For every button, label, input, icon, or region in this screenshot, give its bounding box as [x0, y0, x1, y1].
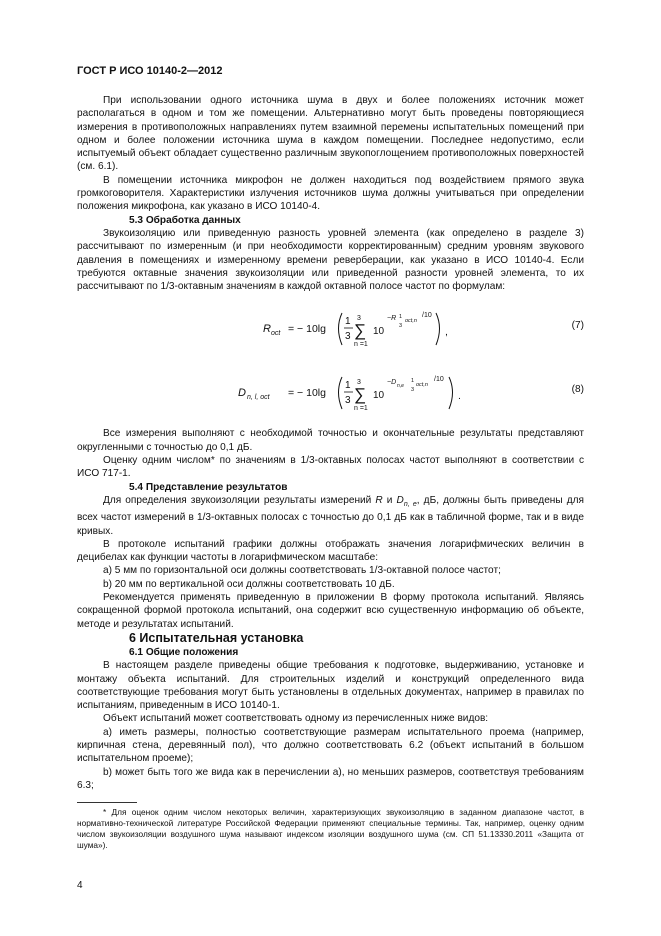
exp-frac-den: 3 — [399, 323, 403, 330]
formula-7-graphic — [77, 299, 584, 357]
power-base: 10 — [373, 326, 385, 338]
exp-frac-num: 1 — [399, 314, 403, 321]
formula-lhs-sub: oct — [271, 330, 281, 338]
formula-number: (8) — [571, 384, 584, 396]
section-heading-6: 6 Испытательная установка — [129, 630, 304, 645]
formula-tail: , — [445, 326, 448, 339]
paragraph-results — [77, 494, 584, 538]
footnote-divider — [77, 802, 137, 803]
paragraph: Рекомендуется применять приведенную в приложении В форму протокола испытаний. Являясь сокращенной формой протокола испытаний, она содержит всю существенную информацию об объекте, методе и результатах испытаний. — [77, 592, 584, 630]
formula-lhs: D — [238, 387, 246, 400]
exp-divisor: /10 — [422, 312, 432, 320]
exp-var: −R — [387, 315, 397, 323]
frac-num: 1 — [345, 380, 351, 392]
frac-den: 3 — [345, 331, 351, 343]
section-heading-5-3: 5.3 Обработка данных — [129, 214, 241, 226]
formula-8-graphic — [77, 363, 584, 421]
exp-sub: oct,n — [405, 318, 417, 325]
list-item: b) может быть того же вида как в перечислении а), но меньших размеров, соответствуя требованиям 6.3; — [77, 766, 584, 791]
sum-bottom: n =1 — [354, 341, 368, 349]
sum-sign: ∑ — [354, 321, 367, 341]
formula-8 — [77, 363, 584, 421]
sum-sign: ∑ — [354, 385, 367, 405]
document-header: ГОСТ Р ИСО 10140-2—2012 — [77, 65, 223, 77]
exp-divisor: /10 — [434, 376, 444, 384]
text-run: , дБ, должны быть приведены для всех частот измерений в 1/3-октавных полосах с точностью до 0,1 дБ как в табличной форме, так и в виде кривых. — [77, 494, 584, 537]
sum-top: 3 — [357, 315, 361, 323]
exp-var: −D — [387, 379, 397, 387]
symbol-r: R — [375, 494, 383, 506]
exp-frac-den: 3 — [411, 387, 415, 394]
symbol-d-sub: n, e — [403, 500, 417, 508]
footnote: * Для оценок одним числом некоторых величин, характеризующих звукоизоляцию в заданном диапазоне частот, в нормативно-технической литературе Российской Федерации применяют специальные термины. Так, например, оценку одним числом звукоизоляции воздушного шума называют индексом изоляции воздушного шума (см. СП 51.13330.2011 «Защита от шума»). — [77, 807, 584, 851]
exp-sub: oct,n — [416, 382, 428, 389]
frac-num: 1 — [345, 316, 351, 328]
formula-lhs-sub: n, l, oct — [247, 394, 270, 402]
paragraph: При использовании одного источника шума в двух и более положениях источник может располагаться в одном и том же помещении. Альтернативно могут быть проведены повторяющиеся измерения в противоположных направлениях путем взаимной перемены испытательных помещений при одном и более положении источника шума в каждом помещении. Последнее недопустимо, если испытуемый объект обладает существенно различным звукопоглощением противоположных поверхностей (см. 6.1). — [77, 95, 584, 173]
section-heading-5-4: 5.4 Представление результатов — [129, 481, 288, 493]
exp-frac-num: 1 — [411, 378, 415, 385]
paragraph: Объект испытаний может соответствовать одному из перечисленных ниже видов: — [103, 713, 489, 725]
paragraph: Все измерения выполняют с необходимой точностью и окончательные результаты представляют округленными с точностью до 0,1 дБ. — [77, 428, 584, 453]
list-item: a) 5 мм по горизонтальной оси должны соответствовать 1/3-октавной полосе частот; — [103, 565, 501, 577]
exp-sub1: n,e — [397, 383, 404, 390]
formula-tail: . — [458, 390, 461, 403]
formula-number: (7) — [571, 320, 584, 332]
list-item: а) иметь размеры, полностью соответствующие размерам испытательного проема (например, кирпичная стена, деревянный пол), что должно соответствовать 6.2 (объект испытаний в большом испытательном проеме); — [77, 726, 584, 765]
section-heading-6-1: 6.1 Общие положения — [129, 646, 239, 658]
right-paren — [436, 313, 440, 345]
frac-den: 3 — [345, 395, 351, 407]
text-run: и — [382, 494, 397, 506]
right-paren — [449, 377, 453, 409]
left-paren — [339, 377, 343, 409]
list-item: b) 20 мм по вертикальной оси должны соответствовать 10 дБ. — [103, 578, 395, 590]
paragraph: Оценку одним числом* по значениям в 1/3-октавных полосах частот выполняют в соответствии с ИСО 717-1. — [77, 455, 584, 480]
paragraph: В протоколе испытаний графики должны отображать значения логарифмических величин в децибелах как функции частоты в логарифмическом масштабе: — [77, 538, 584, 564]
sum-top: 3 — [357, 379, 361, 387]
formula-7 — [77, 299, 584, 357]
sum-bottom: n =1 — [354, 405, 368, 413]
document-body — [77, 94, 584, 851]
paragraph: В помещении источника микрофон не должен находиться под воздействием прямого звука громкоговорителя. Характеристики излучения источников шума должны учитываться при определении положения микрофона, как указано в ИСО 10140-4. — [77, 174, 584, 213]
left-paren — [339, 313, 343, 345]
formula-eq: = − 10lg — [288, 387, 326, 400]
formula-lhs: R — [263, 323, 271, 336]
formula-eq: = − 10lg — [288, 323, 326, 336]
paragraph: Звукоизоляцию или приведенную разность уровней элемента (как определено в разделе 3) рассчитывают по измеренным (и при необходимости корректированным) средним уровням звукового давления в помещениях и измеренному времени реверберации, как указано в ИСО 10140-4. Если требуются октавные значения звукоизоляции или приведенной разности уровней элемента, то их рассчитывают по 1/3-октавным значениям в каждой октавной полосе частот по формулам: — [77, 227, 584, 293]
power-base: 10 — [373, 390, 385, 402]
text-run: Для определения звукоизоляции результаты измерений — [103, 494, 376, 506]
page-number: 4 — [77, 880, 83, 891]
paragraph: В настоящем разделе приведены общие требования к подготовке, выдерживанию, установке и монтажу объекта испытаний. Для строительных изделий и конструкций определенного вида соответствующие требования могут быть установлены в отдельных документах, например в правилах по испытаниям, приведенным в ИСО 10140-1. — [77, 660, 584, 712]
symbol-d: D — [396, 494, 404, 506]
